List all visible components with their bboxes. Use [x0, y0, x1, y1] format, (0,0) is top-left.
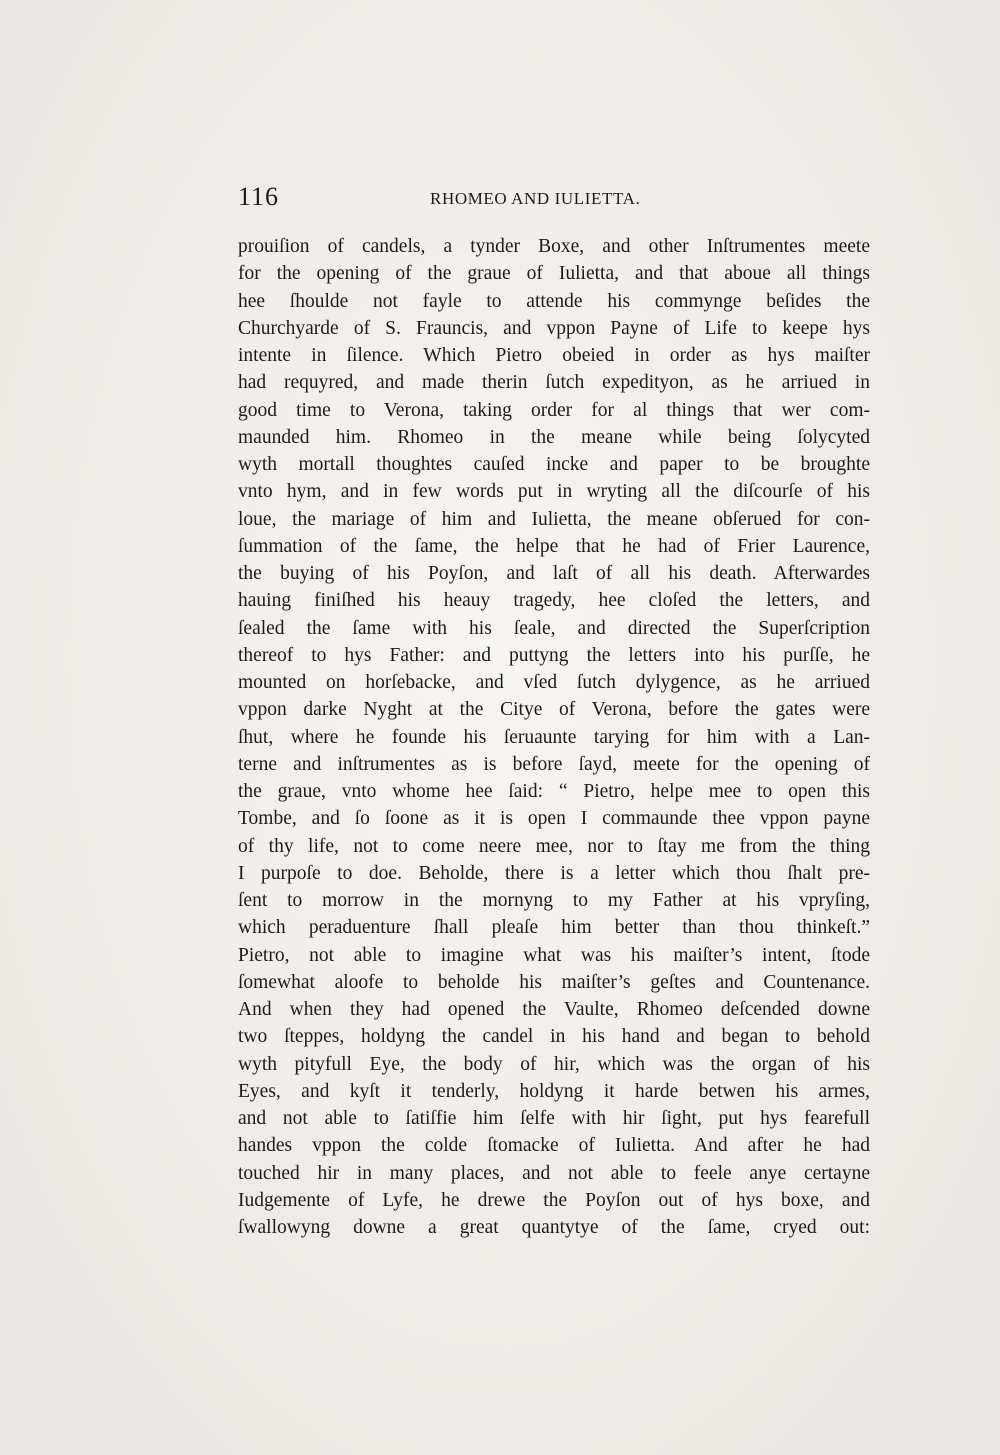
text-line: loue, the mariage of him and Iulietta, the meane obſerued for con- — [238, 508, 870, 530]
text-line: ſummation of the ſame, the helpe that he had of Frier Laurence, — [238, 535, 870, 557]
page-header — [238, 182, 878, 216]
body-text — [238, 233, 870, 1241]
text-line: Eyes, and kyſt it tenderly, holdyng it harde betwen his armes, — [238, 1080, 870, 1102]
text-line: vnto hym, and in few words put in wryting all the diſcourſe of his — [238, 481, 870, 503]
page-number: 116 — [238, 182, 280, 211]
text-line: hauing finiſhed his heauy tragedy, hee cloſed the letters, and — [238, 590, 870, 612]
text-line: handes vppon the colde ſtomacke of Iulietta. And after he had — [238, 1135, 870, 1157]
text-line: Churchyarde of S. Frauncis, and vppon Payne of Life to keepe hys — [238, 317, 870, 339]
text-line: hee ſhoulde not fayle to attende his commynge beſides the — [238, 290, 870, 312]
text-line: for the opening of the graue of Iulietta, and that aboue all things — [238, 263, 870, 285]
text-line: mounted on horſebacke, and vſed ſutch dylygence, as he arriued — [238, 672, 870, 693]
text-line: good time to Verona, taking order for al things that wer com- — [238, 399, 870, 421]
text-line: wyth mortall thoughtes cauſed incke and paper to be broughte — [238, 454, 870, 475]
text-line: and not able to ſatiſfie him ſelfe with hir ſight, put hys fearefull — [238, 1108, 870, 1129]
text-line: maunded him. Rhomeo in the meane while being ſolycyted — [238, 426, 870, 448]
text-line: ſomewhat aloofe to beholde his maiſter’s geſtes and Countenance. — [238, 971, 870, 993]
text-line: Pietro, not able to imagine what was his maiſter’s intent, ſtode — [238, 944, 870, 966]
text-line: Iudgemente of Lyfe, he drewe the Poyſon out of hys boxe, and — [238, 1189, 870, 1211]
text-line: terne and inſtrumentes as is before ſayd, meete for the opening of — [238, 753, 870, 775]
text-line: ſhut, where he founde his ſeruaunte tarying for him with a Lan- — [238, 726, 870, 748]
text-line: vppon darke Nyght at the Citye of Verona, before the gates were — [238, 699, 870, 721]
text-line: ſwallowyng downe a great quantytye of the ſame, cryed out: — [238, 1217, 870, 1238]
text-line: which peraduenture ſhall pleaſe him better than thou thinkeſt.” — [238, 917, 870, 939]
text-line: the graue, vnto whome hee ſaid: “ Pietro, helpe mee to open this — [238, 781, 870, 802]
text-line: two ſteppes, holdyng the candel in his hand and began to behold — [238, 1026, 870, 1048]
text-line: I purpoſe to doe. Beholde, there is a letter which thou ſhalt pre- — [238, 862, 870, 884]
text-line: wyth pityfull Eye, the body of hir, which was the organ of his — [238, 1053, 870, 1075]
text-line: prouiſion of candels, a tynder Boxe, and other Inſtrumentes meete — [238, 236, 870, 257]
text-line: intente in ſilence. Which Pietro obeied in order as hys maiſter — [238, 345, 870, 366]
running-title: RHOMEO AND IULIETTA. — [430, 189, 641, 208]
text-line: of thy life, not to come neere mee, nor to ſtay me from the thing — [238, 835, 870, 857]
text-line: had requyred, and made therin ſutch expedityon, as he arriued in — [238, 372, 870, 394]
text-line: ſealed the ſame with his ſeale, and directed the Superſcription — [238, 617, 870, 639]
text-line: Tombe, and ſo ſoone as it is open I commaunde thee vppon payne — [238, 808, 870, 830]
text-line: And when they had opened the Vaulte, Rhomeo deſcended downe — [238, 999, 870, 1020]
text-line: the buying of his Poyſon, and laſt of all his death. Afterwardes — [238, 563, 870, 584]
text-line: touched hir in many places, and not able to feele anye certayne — [238, 1162, 870, 1184]
text-line: ſent to morrow in the mornyng to my Father at his vpryſing, — [238, 890, 870, 911]
text-line: thereof to hys Father: and puttyng the letters into his purſſe, he — [238, 644, 870, 666]
